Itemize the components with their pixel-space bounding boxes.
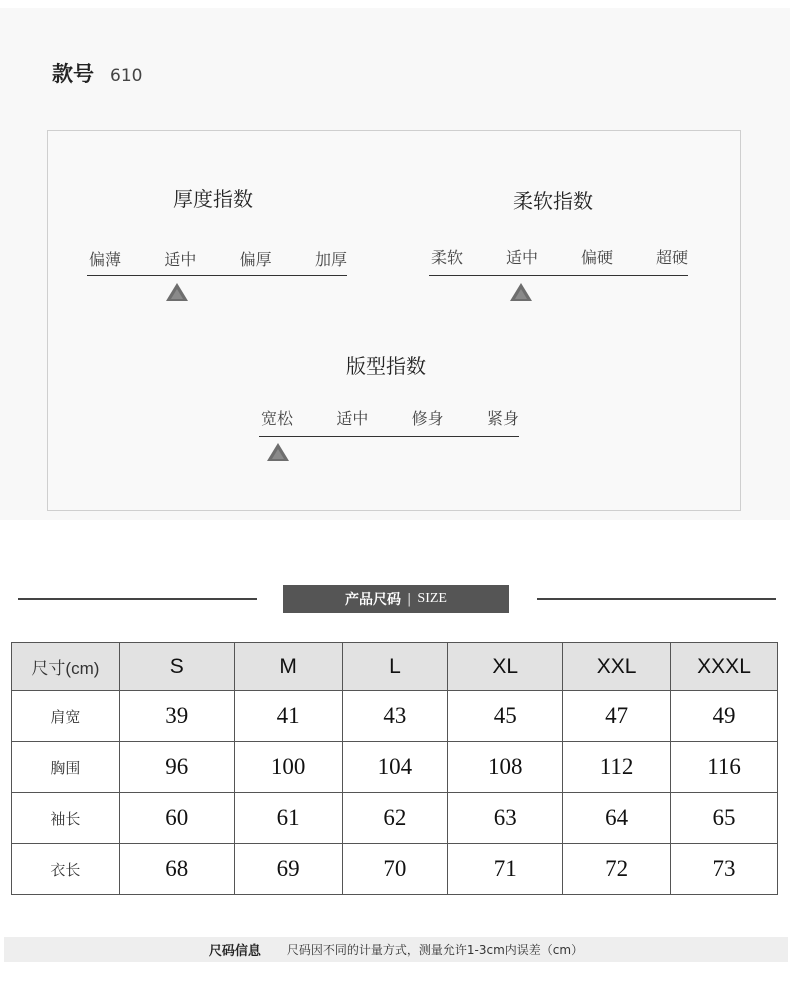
- fit-index-title: 版型指数: [346, 354, 426, 378]
- table-cell: 41: [234, 691, 342, 742]
- size-title-separator: |: [407, 591, 412, 607]
- thickness-level: 加厚: [314, 250, 347, 269]
- style-number-value: 610: [110, 66, 143, 86]
- size-column-header: XXXL: [671, 643, 778, 691]
- thickness-index-title: 厚度指数: [173, 187, 253, 211]
- table-cell: 60: [119, 793, 234, 844]
- index-box: [47, 130, 741, 511]
- softness-level: 超硬: [655, 248, 688, 267]
- table-cell: 108: [448, 742, 563, 793]
- row-label: 胸围: [12, 742, 120, 793]
- table-cell: 112: [563, 742, 671, 793]
- table-cell: 62: [342, 793, 448, 844]
- size-info-text: 尺码因不同的计量方式，测量允许1-3cm内误差（cm）: [286, 943, 584, 957]
- size-table-header-row: [12, 643, 778, 691]
- table-cell: 43: [342, 691, 448, 742]
- softness-level: 偏硬: [580, 248, 613, 267]
- table-row: [12, 691, 778, 742]
- table-cell: 72: [563, 844, 671, 895]
- fit-marker-icon: [267, 443, 289, 461]
- table-cell: 61: [234, 793, 342, 844]
- softness-level: 柔软: [431, 248, 464, 267]
- softness-scale-line: [429, 275, 688, 276]
- table-cell: 71: [448, 844, 563, 895]
- table-cell: 96: [119, 742, 234, 793]
- thickness-level: 偏薄: [89, 250, 122, 269]
- table-cell: 47: [563, 691, 671, 742]
- size-table: [11, 642, 778, 895]
- row-label: 衣长: [12, 844, 120, 895]
- softness-level: 适中: [505, 248, 538, 267]
- table-cell: 45: [448, 691, 563, 742]
- table-cell: 70: [342, 844, 448, 895]
- fit-level: 宽松: [261, 409, 294, 428]
- size-info-footer: [4, 937, 788, 962]
- table-cell: 49: [671, 691, 778, 742]
- softness-marker-icon: [510, 283, 532, 301]
- table-cell: 64: [563, 793, 671, 844]
- fit-level: 紧身: [486, 409, 519, 428]
- thickness-level: 偏厚: [239, 250, 272, 269]
- size-title-cn: 产品尺码: [345, 592, 402, 608]
- table-row: [12, 742, 778, 793]
- thickness-level: 适中: [164, 250, 197, 269]
- size-info-label: 尺码信息: [208, 944, 261, 959]
- thickness-marker-icon: [166, 283, 188, 301]
- row-label: 肩宽: [12, 691, 120, 742]
- product-index-panel: [0, 8, 790, 520]
- fit-scale-labels: [261, 406, 519, 429]
- size-column-header: XXL: [563, 643, 671, 691]
- size-column-header: L: [342, 643, 448, 691]
- table-cell: 73: [671, 844, 778, 895]
- style-number-label: 款号: [52, 62, 94, 86]
- thickness-scale-labels: [89, 247, 347, 270]
- fit-level: 适中: [336, 409, 369, 428]
- table-cell: 39: [119, 691, 234, 742]
- size-section-header: [0, 585, 790, 613]
- size-title-en: SIZE: [417, 591, 447, 606]
- size-column-header: M: [234, 643, 342, 691]
- table-cell: 65: [671, 793, 778, 844]
- softness-scale-labels: [431, 245, 688, 268]
- softness-index-title: 柔软指数: [513, 189, 593, 213]
- size-column-header: S: [119, 643, 234, 691]
- divider-line: [18, 598, 257, 600]
- row-label: 袖长: [12, 793, 120, 844]
- size-table-corner: 尺寸(cm): [12, 643, 120, 691]
- divider-line: [537, 598, 776, 600]
- thickness-scale-line: [87, 275, 347, 276]
- fit-scale-line: [259, 436, 519, 437]
- table-cell: 100: [234, 742, 342, 793]
- table-cell: 68: [119, 844, 234, 895]
- size-section-title: [283, 585, 509, 613]
- table-cell: 104: [342, 742, 448, 793]
- style-number: [52, 58, 142, 88]
- table-cell: 116: [671, 742, 778, 793]
- table-row: [12, 844, 778, 895]
- size-column-header: XL: [448, 643, 563, 691]
- fit-level: 修身: [411, 409, 444, 428]
- table-row: [12, 793, 778, 844]
- table-cell: 63: [448, 793, 563, 844]
- table-cell: 69: [234, 844, 342, 895]
